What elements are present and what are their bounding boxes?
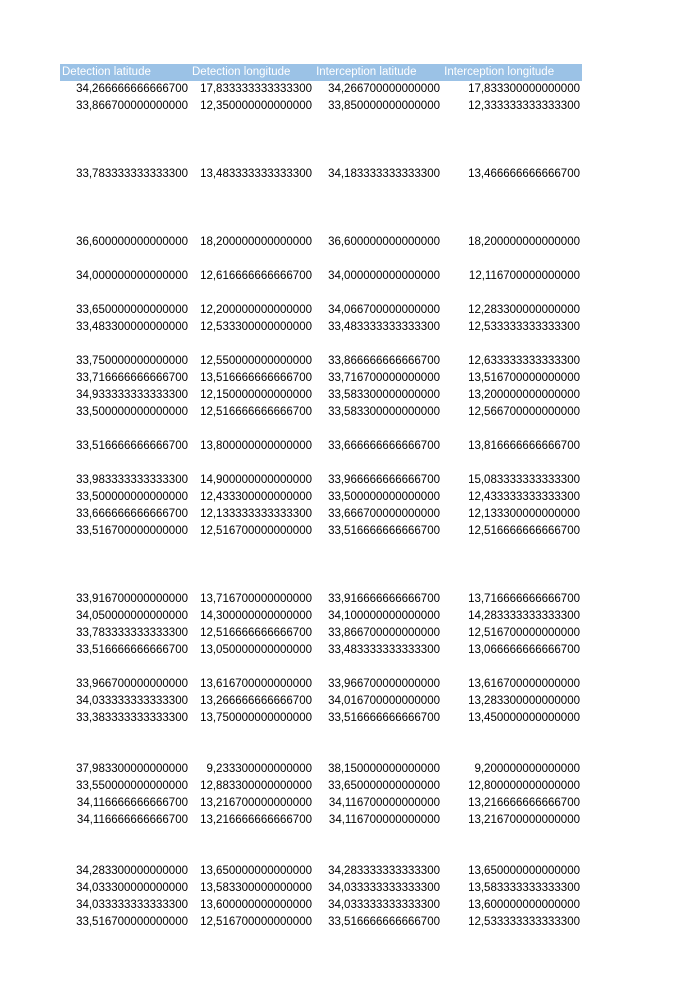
table-row <box>60 914 582 931</box>
blank-row <box>60 115 582 132</box>
cell-interception-longitude: 13,583333333333300 <box>468 882 580 894</box>
blank-row <box>60 659 582 676</box>
blank-row <box>60 251 582 268</box>
cell-interception-latitude: 33,666700000000000 <box>328 508 440 520</box>
cell-interception-longitude: 12,133300000000000 <box>468 508 580 520</box>
table-body <box>60 81 582 931</box>
cell-interception-longitude: 14,283333333333300 <box>468 610 580 622</box>
cell-interception-latitude: 33,500000000000000 <box>328 491 440 503</box>
header-detection-latitude: Detection latitude <box>62 66 151 78</box>
table-row <box>60 897 582 914</box>
cell-interception-longitude: 13,616700000000000 <box>468 678 580 690</box>
cell-detection-longitude: 13,516666666666700 <box>200 372 312 384</box>
cell-interception-longitude: 13,466666666666700 <box>468 168 580 180</box>
cell-detection-longitude: 13,650000000000000 <box>200 865 312 877</box>
cell-interception-longitude: 12,433333333333300 <box>468 491 580 503</box>
cell-detection-latitude: 34,050000000000000 <box>76 610 188 622</box>
cell-detection-longitude: 12,550000000000000 <box>200 355 312 367</box>
cell-detection-longitude: 13,050000000000000 <box>200 644 312 656</box>
blank-row <box>60 540 582 557</box>
cell-detection-longitude: 13,266666666666700 <box>200 695 312 707</box>
table-row <box>60 795 582 812</box>
table-row <box>60 778 582 795</box>
cell-interception-latitude: 33,716700000000000 <box>328 372 440 384</box>
cell-interception-longitude: 12,533333333333300 <box>468 916 580 928</box>
blank-row <box>60 132 582 149</box>
cell-detection-longitude: 12,133333333333300 <box>200 508 312 520</box>
cell-interception-latitude: 34,066700000000000 <box>328 304 440 316</box>
table-row <box>60 268 582 285</box>
cell-detection-longitude: 13,216666666666700 <box>200 814 312 826</box>
cell-interception-longitude: 15,083333333333300 <box>468 474 580 486</box>
cell-detection-latitude: 34,266666666666700 <box>76 83 188 95</box>
blank-row <box>60 336 582 353</box>
cell-detection-latitude: 34,033300000000000 <box>76 882 188 894</box>
cell-detection-longitude: 12,516666666666700 <box>200 406 312 418</box>
cell-detection-longitude: 12,533300000000000 <box>200 321 312 333</box>
blank-row <box>60 829 582 846</box>
cell-interception-latitude: 33,916666666666700 <box>328 593 440 605</box>
table-row <box>60 234 582 251</box>
cell-detection-latitude: 33,783333333333300 <box>76 168 188 180</box>
table-row <box>60 472 582 489</box>
cell-detection-longitude: 12,516666666666700 <box>200 627 312 639</box>
cell-detection-longitude: 14,900000000000000 <box>200 474 312 486</box>
cell-interception-longitude: 13,200000000000000 <box>468 389 580 401</box>
cell-interception-latitude: 34,266700000000000 <box>328 83 440 95</box>
cell-detection-longitude: 12,616666666666700 <box>200 270 312 282</box>
blank-row <box>60 744 582 761</box>
blank-row <box>60 455 582 472</box>
cell-detection-longitude: 12,150000000000000 <box>200 389 312 401</box>
cell-interception-longitude: 13,600000000000000 <box>468 899 580 911</box>
table-row <box>60 880 582 897</box>
table-row <box>60 438 582 455</box>
cell-detection-longitude: 18,200000000000000 <box>200 236 312 248</box>
cell-interception-longitude: 12,116700000000000 <box>468 270 580 282</box>
cell-interception-longitude: 13,066666666666700 <box>468 644 580 656</box>
table-row <box>60 608 582 625</box>
cell-detection-longitude: 14,300000000000000 <box>200 610 312 622</box>
cell-detection-longitude: 13,800000000000000 <box>200 440 312 452</box>
cell-detection-latitude: 33,983333333333300 <box>76 474 188 486</box>
cell-detection-longitude: 12,200000000000000 <box>200 304 312 316</box>
cell-detection-latitude: 33,966700000000000 <box>76 678 188 690</box>
cell-detection-longitude: 13,750000000000000 <box>200 712 312 724</box>
table-row <box>60 166 582 183</box>
cell-interception-latitude: 33,583300000000000 <box>328 389 440 401</box>
blank-row <box>60 727 582 744</box>
cell-interception-latitude: 34,000000000000000 <box>328 270 440 282</box>
cell-interception-longitude: 13,216700000000000 <box>468 814 580 826</box>
cell-detection-longitude: 12,516700000000000 <box>200 916 312 928</box>
cell-detection-longitude: 12,350000000000000 <box>200 100 312 112</box>
cell-interception-latitude: 34,033333333333300 <box>328 899 440 911</box>
blank-row <box>60 557 582 574</box>
table-row <box>60 81 582 98</box>
cell-detection-longitude: 13,216700000000000 <box>200 797 312 809</box>
cell-detection-latitude: 33,500000000000000 <box>76 406 188 418</box>
cell-interception-latitude: 33,966700000000000 <box>328 678 440 690</box>
cell-interception-latitude: 34,033333333333300 <box>328 882 440 894</box>
header-interception-longitude: Interception longitude <box>444 66 555 78</box>
cell-detection-latitude: 33,916700000000000 <box>76 593 188 605</box>
cell-interception-longitude: 12,283300000000000 <box>468 304 580 316</box>
table-row <box>60 370 582 387</box>
cell-interception-longitude: 13,450000000000000 <box>468 712 580 724</box>
cell-interception-longitude: 12,566700000000000 <box>468 406 580 418</box>
cell-interception-latitude: 34,183333333333300 <box>328 168 440 180</box>
cell-interception-longitude: 12,516700000000000 <box>468 627 580 639</box>
cell-interception-longitude: 12,800000000000000 <box>468 780 580 792</box>
cell-detection-latitude: 33,783333333333300 <box>76 627 188 639</box>
cell-interception-longitude: 13,816666666666700 <box>468 440 580 452</box>
cell-detection-latitude: 33,516700000000000 <box>76 916 188 928</box>
cell-detection-latitude: 33,650000000000000 <box>76 304 188 316</box>
cell-interception-longitude: 13,650000000000000 <box>468 865 580 877</box>
cell-interception-latitude: 33,966666666666700 <box>328 474 440 486</box>
cell-interception-longitude: 9,200000000000000 <box>474 763 580 775</box>
cell-interception-longitude: 12,333333333333300 <box>468 100 580 112</box>
cell-detection-longitude: 13,583300000000000 <box>200 882 312 894</box>
blank-row <box>60 200 582 217</box>
cell-interception-longitude: 13,216666666666700 <box>468 797 580 809</box>
header-detection-longitude: Detection longitude <box>192 66 291 78</box>
blank-row <box>60 149 582 166</box>
cell-detection-latitude: 34,000000000000000 <box>76 270 188 282</box>
table-header <box>60 64 582 81</box>
cell-detection-latitude: 36,600000000000000 <box>76 236 188 248</box>
cell-detection-latitude: 34,033333333333300 <box>76 899 188 911</box>
cell-interception-longitude: 18,200000000000000 <box>468 236 580 248</box>
cell-interception-latitude: 34,116700000000000 <box>328 797 440 809</box>
table-row <box>60 863 582 880</box>
table-row <box>60 710 582 727</box>
spreadsheet-table <box>60 64 582 931</box>
cell-detection-latitude: 33,516666666666700 <box>76 644 188 656</box>
cell-interception-latitude: 38,150000000000000 <box>328 763 440 775</box>
cell-interception-latitude: 34,100000000000000 <box>328 610 440 622</box>
cell-detection-longitude: 13,716700000000000 <box>200 593 312 605</box>
cell-detection-latitude: 33,550000000000000 <box>76 780 188 792</box>
cell-detection-longitude: 9,233300000000000 <box>206 763 312 775</box>
cell-detection-longitude: 17,833333333333300 <box>200 83 312 95</box>
cell-interception-latitude: 34,016700000000000 <box>328 695 440 707</box>
cell-interception-latitude: 33,516666666666700 <box>328 712 440 724</box>
table-row <box>60 489 582 506</box>
cell-interception-latitude: 33,483333333333300 <box>328 321 440 333</box>
blank-row <box>60 846 582 863</box>
cell-detection-latitude: 33,500000000000000 <box>76 491 188 503</box>
table-row <box>60 98 582 115</box>
cell-interception-longitude: 13,716666666666700 <box>468 593 580 605</box>
blank-row <box>60 183 582 200</box>
table-row <box>60 302 582 319</box>
table-row <box>60 523 582 540</box>
cell-detection-latitude: 33,516700000000000 <box>76 525 188 537</box>
cell-interception-longitude: 13,283300000000000 <box>468 695 580 707</box>
cell-detection-latitude: 34,116666666666700 <box>76 797 188 809</box>
table-row <box>60 404 582 421</box>
cell-interception-latitude: 33,516666666666700 <box>328 525 440 537</box>
cell-interception-latitude: 33,866666666666700 <box>328 355 440 367</box>
cell-detection-longitude: 12,883300000000000 <box>200 780 312 792</box>
cell-detection-latitude: 33,866700000000000 <box>76 100 188 112</box>
table-row <box>60 387 582 404</box>
cell-interception-longitude: 17,833300000000000 <box>468 83 580 95</box>
table-row <box>60 353 582 370</box>
table-row <box>60 642 582 659</box>
cell-detection-latitude: 33,666666666666700 <box>76 508 188 520</box>
table-row <box>60 676 582 693</box>
cell-detection-latitude: 33,750000000000000 <box>76 355 188 367</box>
cell-detection-longitude: 13,616700000000000 <box>200 678 312 690</box>
cell-interception-latitude: 33,516666666666700 <box>328 916 440 928</box>
cell-detection-latitude: 37,983300000000000 <box>76 763 188 775</box>
cell-detection-latitude: 33,716666666666700 <box>76 372 188 384</box>
cell-interception-longitude: 12,533333333333300 <box>468 321 580 333</box>
cell-interception-latitude: 33,850000000000000 <box>328 100 440 112</box>
cell-interception-longitude: 12,516666666666700 <box>468 525 580 537</box>
cell-detection-latitude: 33,383333333333300 <box>76 712 188 724</box>
cell-detection-longitude: 12,516700000000000 <box>200 525 312 537</box>
table-row <box>60 812 582 829</box>
blank-row <box>60 285 582 302</box>
table-row <box>60 625 582 642</box>
cell-interception-latitude: 33,483333333333300 <box>328 644 440 656</box>
cell-interception-latitude: 34,283333333333300 <box>328 865 440 877</box>
cell-detection-latitude: 33,483300000000000 <box>76 321 188 333</box>
cell-detection-latitude: 34,116666666666700 <box>76 814 188 826</box>
cell-detection-latitude: 34,933333333333300 <box>76 389 188 401</box>
cell-detection-latitude: 33,516666666666700 <box>76 440 188 452</box>
blank-row <box>60 421 582 438</box>
table-row <box>60 319 582 336</box>
table-row <box>60 591 582 608</box>
cell-detection-longitude: 12,433300000000000 <box>200 491 312 503</box>
table-row <box>60 761 582 778</box>
cell-interception-latitude: 33,866700000000000 <box>328 627 440 639</box>
cell-detection-latitude: 34,033333333333300 <box>76 695 188 707</box>
table-row <box>60 693 582 710</box>
cell-interception-latitude: 34,116700000000000 <box>328 814 440 826</box>
header-interception-latitude: Interception latitude <box>316 66 417 78</box>
blank-row <box>60 217 582 234</box>
cell-detection-longitude: 13,600000000000000 <box>200 899 312 911</box>
cell-interception-longitude: 12,633333333333300 <box>468 355 580 367</box>
cell-interception-longitude: 13,516700000000000 <box>468 372 580 384</box>
blank-row <box>60 574 582 591</box>
table-row <box>60 506 582 523</box>
cell-interception-latitude: 33,583300000000000 <box>328 406 440 418</box>
cell-detection-latitude: 34,283300000000000 <box>76 865 188 877</box>
cell-interception-latitude: 36,600000000000000 <box>328 236 440 248</box>
cell-interception-latitude: 33,666666666666700 <box>328 440 440 452</box>
cell-interception-latitude: 33,650000000000000 <box>328 780 440 792</box>
cell-detection-longitude: 13,483333333333300 <box>200 168 312 180</box>
